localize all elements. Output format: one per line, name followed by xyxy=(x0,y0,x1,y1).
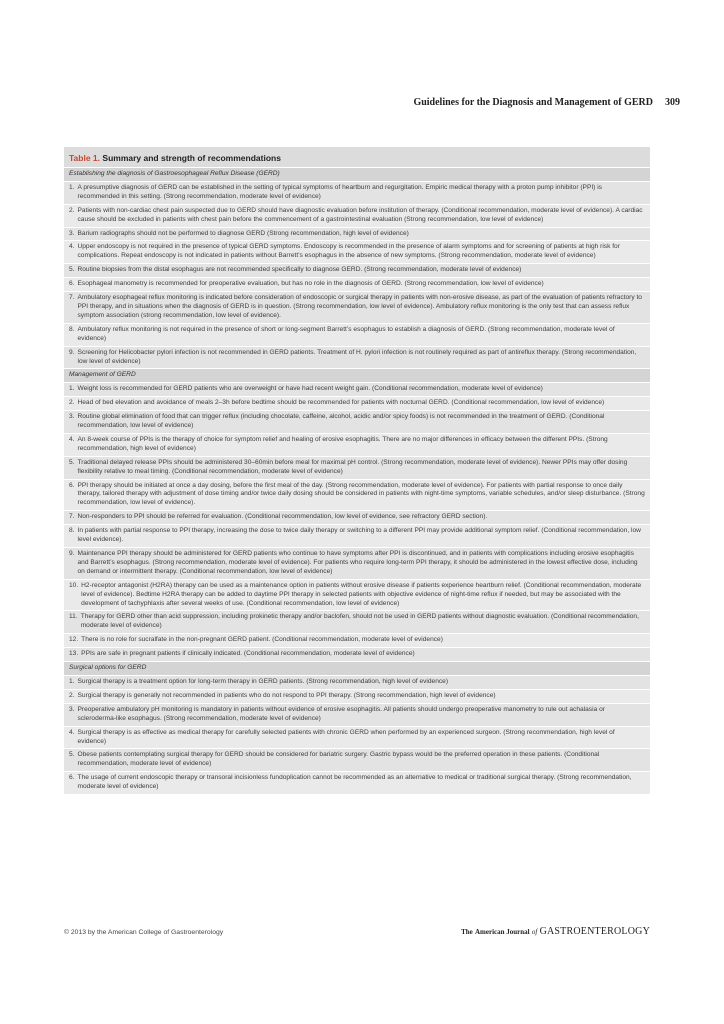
table-row xyxy=(64,676,650,690)
recommendation-text: PPI therapy should be initiated at once a day dosing, before the first meal of the day. (Strong recommendation, moderate level of evidence). For patients with partial response to once daily therapy, tailored therapy with adjustment of dose timing and/or twice daily dosing should be considered in patients with night-time symptoms, variable schedules, and/or sleep disturbance. (Strong recommendation, low level of evidence). xyxy=(77,481,645,507)
table-row xyxy=(64,580,650,612)
recommendation-number: 1. xyxy=(69,385,75,393)
table-row xyxy=(64,264,650,278)
recommendation-text: Barium radiographs should not be performed to diagnose GERD (Strong recommendation, high level of evidence) xyxy=(77,229,409,237)
table-row xyxy=(64,383,650,397)
recommendation-number: 13. xyxy=(69,650,79,658)
recommendation-number: 10. xyxy=(69,581,79,589)
recommendation-text: Routine biopsies from the distal esophagus are not recommended specifically to diagnose GERD. (Strong recommendation, moderate level of evidence) xyxy=(77,266,522,274)
table-row xyxy=(64,347,650,370)
recommendation-text: Non-responders to PPI should be referred for evaluation. (Conditional recommendation, low level of evidence, see refractory GERD section). xyxy=(77,513,488,521)
table-body xyxy=(64,168,650,795)
page-number: 309 xyxy=(665,97,680,108)
table-row xyxy=(64,511,650,525)
recommendation-number: 5. xyxy=(69,266,75,274)
recommendation-number: 5. xyxy=(69,458,75,466)
recommendation-text: There is no role for sucralfate in the non-pregnant GERD patient. (Conditional recommendation, moderate level of evidence) xyxy=(81,636,443,644)
table-row xyxy=(64,434,650,457)
recommendation-text: Head of bed elevation and avoidance of meals 2–3h before bedtime should be recommended for patients with nocturnal GERD. (Conditional recommendation, low level of evidence) xyxy=(77,399,605,407)
table-label: Table 1. xyxy=(69,153,101,163)
recommendation-text: An 8-week course of PPIs is the therapy of choice for symptom relief and healing of erosive esophagitis. There are no major differences in efficacy between the different PPIs. (Strong recommendation, high level of evidence) xyxy=(77,435,608,452)
recommendation-number: 6. xyxy=(69,280,75,288)
journal-of: of xyxy=(531,928,538,936)
recommendation-number: 8. xyxy=(69,325,75,333)
recommendation-number: 4. xyxy=(69,728,75,736)
recommendation-text: Screening for Helicobacter pylori infection is not recommended in GERD patients. Treatment of H. pylori infection is not routinely required as part of antireflux therapy. (Strong recommendation, low level of evidence) xyxy=(77,348,637,365)
recommendation-text: Weight loss is recommended for GERD patients who are overweight or have had recent weight gain. (Conditional recommendation, moderate level of evidence) xyxy=(77,385,543,393)
recommendation-number: 3. xyxy=(69,413,75,421)
recommendation-text: A presumptive diagnosis of GERD can be established in the setting of typical symptoms of heartburn and regurgitation. Empiric medical therapy with a proton pump inhibitor (PPI) is recommended in this setting. (Strong recommendation, moderate level of evidence) xyxy=(77,183,602,200)
recommendation-number: 11. xyxy=(69,613,78,621)
recommendation-text: Esophageal manometry is recommended for preoperative evaluation, but has no role in the diagnosis of GERD. (Strong recommendation, low level of evidence) xyxy=(77,280,544,288)
journal-name-main: American Journal xyxy=(474,928,530,936)
recommendation-text: Ambulatory reflux monitoring is not required in the presence of short or long-segment Barrett’s esophagus to establish a diagnosis of GERD. (Strong recommendation, moderate level of evidence) xyxy=(77,325,615,342)
table-row xyxy=(64,457,650,480)
recommendation-text: Surgical therapy is as effective as medical therapy for carefully selected patients with chronic GERD when performed by an experienced surgeon. (Strong recommendation, high level of evidence) xyxy=(77,728,615,745)
table-caption xyxy=(64,147,650,168)
table-row xyxy=(64,205,650,228)
table-caption-text: Summary and strength of recommendations xyxy=(102,153,281,163)
recommendation-text: H2-receptor antagonist (H2RA) therapy can be used as a maintenance option in patients without erosive disease if patients experience heartburn relief. (Conditional recommendation, moderate level of evidence). Bedtime H2RA therapy can be added to daytime PPI therapy in selected patients with objective evidence of night-time reflux if needed, but may be associated with the development of tachyphlaxis after several weeks of use. (Conditional recommendation, low level of evidence) xyxy=(81,581,642,607)
recommendation-number: 7. xyxy=(69,513,75,521)
recommendation-number: 3. xyxy=(69,705,75,713)
recommendation-number: 8. xyxy=(69,527,75,535)
table-row xyxy=(64,292,650,324)
table-row xyxy=(64,525,650,548)
table-row xyxy=(64,749,650,772)
section-heading: Surgical options for GERD xyxy=(64,662,650,676)
recommendation-text: Surgical therapy is a treatment option for long-term therapy in GERD patients. (Strong recommendation, high level of evidence) xyxy=(77,677,449,685)
table-row xyxy=(64,241,650,264)
table-row xyxy=(64,690,650,704)
table-row xyxy=(64,182,650,205)
recommendation-number: 4. xyxy=(69,435,75,443)
recommendations-table xyxy=(64,147,650,795)
recommendation-text: Patients with non-cardiac chest pain suspected due to GERD should have diagnostic evaluation before institution of therapy. (Conditional recommendation, moderate level of evidence). A cardiac cause should be excluded in patients with chest pain before the commencement of a gastrointestinal evaluation (Strong recommendation, low level of evidence) xyxy=(77,206,643,223)
table-row xyxy=(64,772,650,795)
recommendation-text: Obese patients contemplating surgical therapy for GERD should be considered for bariatric surgery. Gastric bypass would be the preferred operation in these patients. (Conditional recommendation, moderate level of evidence) xyxy=(77,751,600,768)
recommendation-number: 7. xyxy=(69,294,75,302)
section-heading: Management of GERD xyxy=(64,369,650,383)
recommendation-text: Upper endoscopy is not required in the presence of typical GERD symptoms. Endoscopy is recommended in the presence of alarm symptoms and for screening of patients at high risk for complications. Repeat endoscopy is not indicated in patients without Barrett’s esophagus in the absence of new symptoms. (Strong recommendation, moderate level of evidence) xyxy=(77,243,620,260)
recommendation-number: 1. xyxy=(69,677,75,685)
copyright-notice: © 2013 by the American College of Gastroenterology xyxy=(64,929,224,936)
recommendation-text: Surgical therapy is generally not recommended in patients who do not respond to PPI therapy. (Strong recommendation, high level of evidence) xyxy=(77,691,496,699)
recommendation-text: Ambulatory esophageal reflux monitoring is indicated before consideration of endoscopic or surgical therapy in patients with non-erosive disease, as part of the evaluation of patients refractory to PPI therapy, and in situations when the diagnosis of GERD is in question. (Strong recommendation, low level of evidence). Ambulatory reflux monitoring is the only test that can assess reflux symptom association (strong recommendation, low level of evidence). xyxy=(77,294,642,319)
table-row xyxy=(64,548,650,580)
recommendation-number: 9. xyxy=(69,550,75,557)
recommendation-number: 2. xyxy=(69,691,75,699)
running-header xyxy=(64,97,680,108)
recommendation-number: 1. xyxy=(69,183,75,191)
recommendation-number: 12. xyxy=(69,636,79,644)
table-row xyxy=(64,324,650,347)
recommendation-text: PPIs are safe in pregnant patients if clinically indicated. (Conditional recommendation, moderate level of evidence) xyxy=(81,650,415,658)
table-row xyxy=(64,648,650,662)
recommendation-text: Maintenance PPI therapy should be administered for GERD patients who continue to have symptoms after PPI is discontinued, and in patients with complications including erosive esophagitis and Barrett’s esophagus. (Strong recommendation, moderate level of evidence). For patients who require long-term PPI therapy, it should be administered in the lowest effective dose, including on demand or intermittent therapy. (Conditional recommendation, low level of evidence) xyxy=(77,550,638,575)
table-row xyxy=(64,411,650,434)
recommendation-text: Traditional delayed release PPIs should be administered 30–60min before meal for maximal pH control. (Strong recommendation, moderate level of evidence). Newer PPIs may offer dosing flexibility relative to meal timing. (Conditional recommendation, moderate level of evidence) xyxy=(77,458,628,475)
recommendation-number: 2. xyxy=(69,399,75,407)
recommendation-text: Therapy for GERD other than acid suppression, including prokinetic therapy and/or baclofen, should not be used in GERD patients without diagnostic evaluation. (Conditional recommendation, moderate level of evidence) xyxy=(80,613,639,630)
recommendation-text: In patients with partial response to PPI therapy, increasing the dose to twice daily therapy or switching to a different PPI may provide additional symptom relief. (Conditional recommendation, low level evidence). xyxy=(77,527,641,544)
recommendation-number: 6. xyxy=(69,774,75,782)
table-row xyxy=(64,480,650,512)
table-row xyxy=(64,727,650,750)
recommendation-number: 6. xyxy=(69,481,75,489)
table-row xyxy=(64,704,650,727)
journal-name xyxy=(461,926,650,937)
journal-the: The xyxy=(461,928,473,936)
recommendation-number: 9. xyxy=(69,348,75,356)
journal-field: GASTROENTEROLOGY xyxy=(539,926,650,937)
running-title: Guidelines for the Diagnosis and Management of GERD xyxy=(413,97,653,108)
table-row xyxy=(64,228,650,242)
recommendation-text: Preoperative ambulatory pH monitoring is mandatory in patients without evidence of erosive esophagitis. All patients should undergo preoperative manometry to rule out achalasia or scleroderma-like esophagus. (Strong recommendation, moderate level of evidence) xyxy=(77,705,605,722)
section-heading: Establishing the diagnosis of Gastroesophageal Reflux Disease (GERD) xyxy=(64,168,650,182)
recommendation-number: 5. xyxy=(69,751,75,759)
recommendation-number: 2. xyxy=(69,206,75,214)
recommendation-text: The usage of current endoscopic therapy or transoral incisionless fundoplication cannot be recommended as an alternative to medical or traditional surgical therapy. (Strong recommendation, moderate level of evidence) xyxy=(77,774,632,791)
recommendation-text: Routine global elimination of food that can trigger reflux (including chocolate, caffeine, alcohol, acidic and/or spicy foods) is not recommended in the treatment of GERD. (Conditional recommendation, low level of evidence) xyxy=(77,413,605,430)
table-row xyxy=(64,634,650,648)
table-row xyxy=(64,611,650,634)
table-row xyxy=(64,278,650,292)
recommendation-number: 4. xyxy=(69,243,75,251)
table-row xyxy=(64,397,650,411)
recommendation-number: 3. xyxy=(69,229,75,237)
